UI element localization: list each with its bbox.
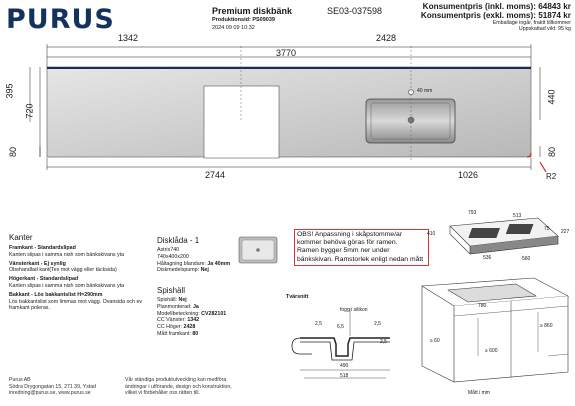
- kanter-item-text: Kanten slipas i samma nish som bänkskivans yta: [9, 251, 125, 258]
- sink-model: Astris740: [157, 247, 180, 253]
- kanter-item-title: Framkant - Standardslipad: [9, 245, 76, 251]
- units-note: Mått i mm: [468, 390, 490, 396]
- iso-dim-600: ≥ 600: [485, 348, 498, 354]
- adjustment-notice: OBS! Anpassning i skåpstomme/ar kommer behöva göras för ramen. Ramen bygger 5mm ner under bänkskivan. Ramstorlek enligt nedan mått: [294, 229, 429, 266]
- kanter-item-title: Bakkant - Lös bakkantslist H=290mm: [9, 291, 103, 298]
- spishall-heading: Spishäll: [157, 286, 186, 295]
- tap-hole-label: 40 mm: [417, 88, 433, 94]
- price-excl-vat: Konsumentpris (exkl. moms): 51874 kr: [420, 11, 571, 20]
- disklada-details: [157, 247, 230, 274]
- price-incl-vat: Konsumentpris (inkl. moms): 64843 kr: [422, 2, 571, 11]
- tap-hole-row: Håltagning blandare: Ja 40mm: [157, 260, 231, 267]
- kanter-item-title: Högerkant - Standardslipad: [9, 276, 79, 283]
- kanter-item-text: Lös bakkantslist som limmas mot vägg. Ovansida och ev framkant poleras.: [9, 298, 143, 312]
- dim-total: 3770: [276, 48, 297, 58]
- cs-dim-25-b: 2,5: [374, 321, 381, 327]
- worktop-surface: [47, 67, 531, 157]
- iso-dim-560: 560: [522, 256, 531, 262]
- spec-row: Planmonterad: Ja: [157, 303, 199, 310]
- product-title: Premium diskbänk: [212, 6, 293, 16]
- weight-note: Uppskattad vikt: 95 kg: [518, 26, 571, 32]
- r2-marker: [540, 162, 546, 172]
- sku-number: SE03-037598: [327, 6, 383, 16]
- company-info: Purus AB Södra Drygongatan 15, 271 39, Ystad inredning@purus.se, www.purus.se: [9, 377, 97, 397]
- dim-395: 395: [4, 83, 15, 99]
- cs-dim-25-c: 2,5: [380, 339, 387, 345]
- packaging-note: Emballage ingår, fraktt tillkommer: [492, 20, 571, 26]
- dim-right-top: 2428: [376, 33, 397, 43]
- sink-size: 740x400x200: [157, 253, 189, 260]
- kanter-list: [9, 245, 144, 312]
- kanter-item-title: Vänsterkant - Ej synlig: [9, 260, 66, 267]
- cs-dim-65: 6,5: [337, 324, 344, 330]
- purus-logo: PURUS: [6, 4, 115, 35]
- iso-dim-780: 780: [478, 303, 487, 309]
- spec-row: Spishäll: Nej: [157, 297, 187, 303]
- dim-80-right: 80: [547, 146, 558, 158]
- kanter-heading: Kanter: [9, 233, 33, 242]
- silicone-label: fogg i silikon: [340, 307, 368, 313]
- isometric-cabinet-drawing: [418, 206, 573, 396]
- spec-row: CC Höger: 2428: [157, 324, 196, 331]
- dim-720: 720: [24, 103, 35, 119]
- iso-dim-513: 513: [513, 213, 522, 219]
- price-block: [421, 2, 571, 32]
- disklada-heading: Disklåda - 1: [157, 236, 200, 245]
- iso-dim-410: 410: [427, 231, 436, 237]
- r2-label: R2: [546, 172, 557, 181]
- cs-dim-518: 518: [340, 373, 349, 379]
- disclaimer: Vår ständiga produktutveckling kan medföra ändringar i utförande, design och konstruktion, vilket vi förbehåller oss rätten till.: [125, 377, 232, 397]
- hob-cutout: [204, 86, 279, 158]
- cs-dim-490: 490: [340, 363, 349, 369]
- spec-row: Modellbeteckning: CV282101: [157, 310, 227, 317]
- iso-dim-860: ≥ 860: [540, 323, 553, 329]
- kanter-item-text: Kanten slipas i samma nish som bänkskivans yta: [9, 282, 125, 289]
- iso-dim-75: 75: [544, 226, 550, 232]
- sink-thumbnail: [238, 236, 278, 264]
- drawing-date: 2024 09 09 10:32: [212, 25, 255, 31]
- dim-left-top: 1342: [118, 33, 139, 43]
- dim-440: 440: [546, 89, 557, 105]
- cs-dim-25-a: 2,5: [315, 321, 322, 327]
- spec-row: Mått framkant: 80: [157, 330, 199, 337]
- iso-dim-60: ≥ 60: [430, 338, 440, 344]
- dim-bottom-left: 2744: [205, 170, 226, 180]
- spec-row: CC Vänster: 1342: [157, 317, 200, 324]
- iso-dim-227: 227: [561, 229, 570, 235]
- production-id: Produktionsid: PS09039: [212, 17, 275, 23]
- kanter-item-text: Obehandlad kant(Tex mot vägg eller täcksida): [9, 267, 117, 274]
- soap-pump-row: Diskmedelspump: Nej: [157, 267, 209, 274]
- iso-dim-536: 536: [483, 255, 492, 261]
- dim-bottom-right: 1026: [458, 170, 479, 180]
- iso-dim-793: 793: [468, 210, 477, 216]
- dim-80-left: 80: [8, 146, 19, 158]
- spishall-details: [157, 297, 226, 338]
- tvarsnitt-heading: Tvärsnitt: [286, 294, 309, 300]
